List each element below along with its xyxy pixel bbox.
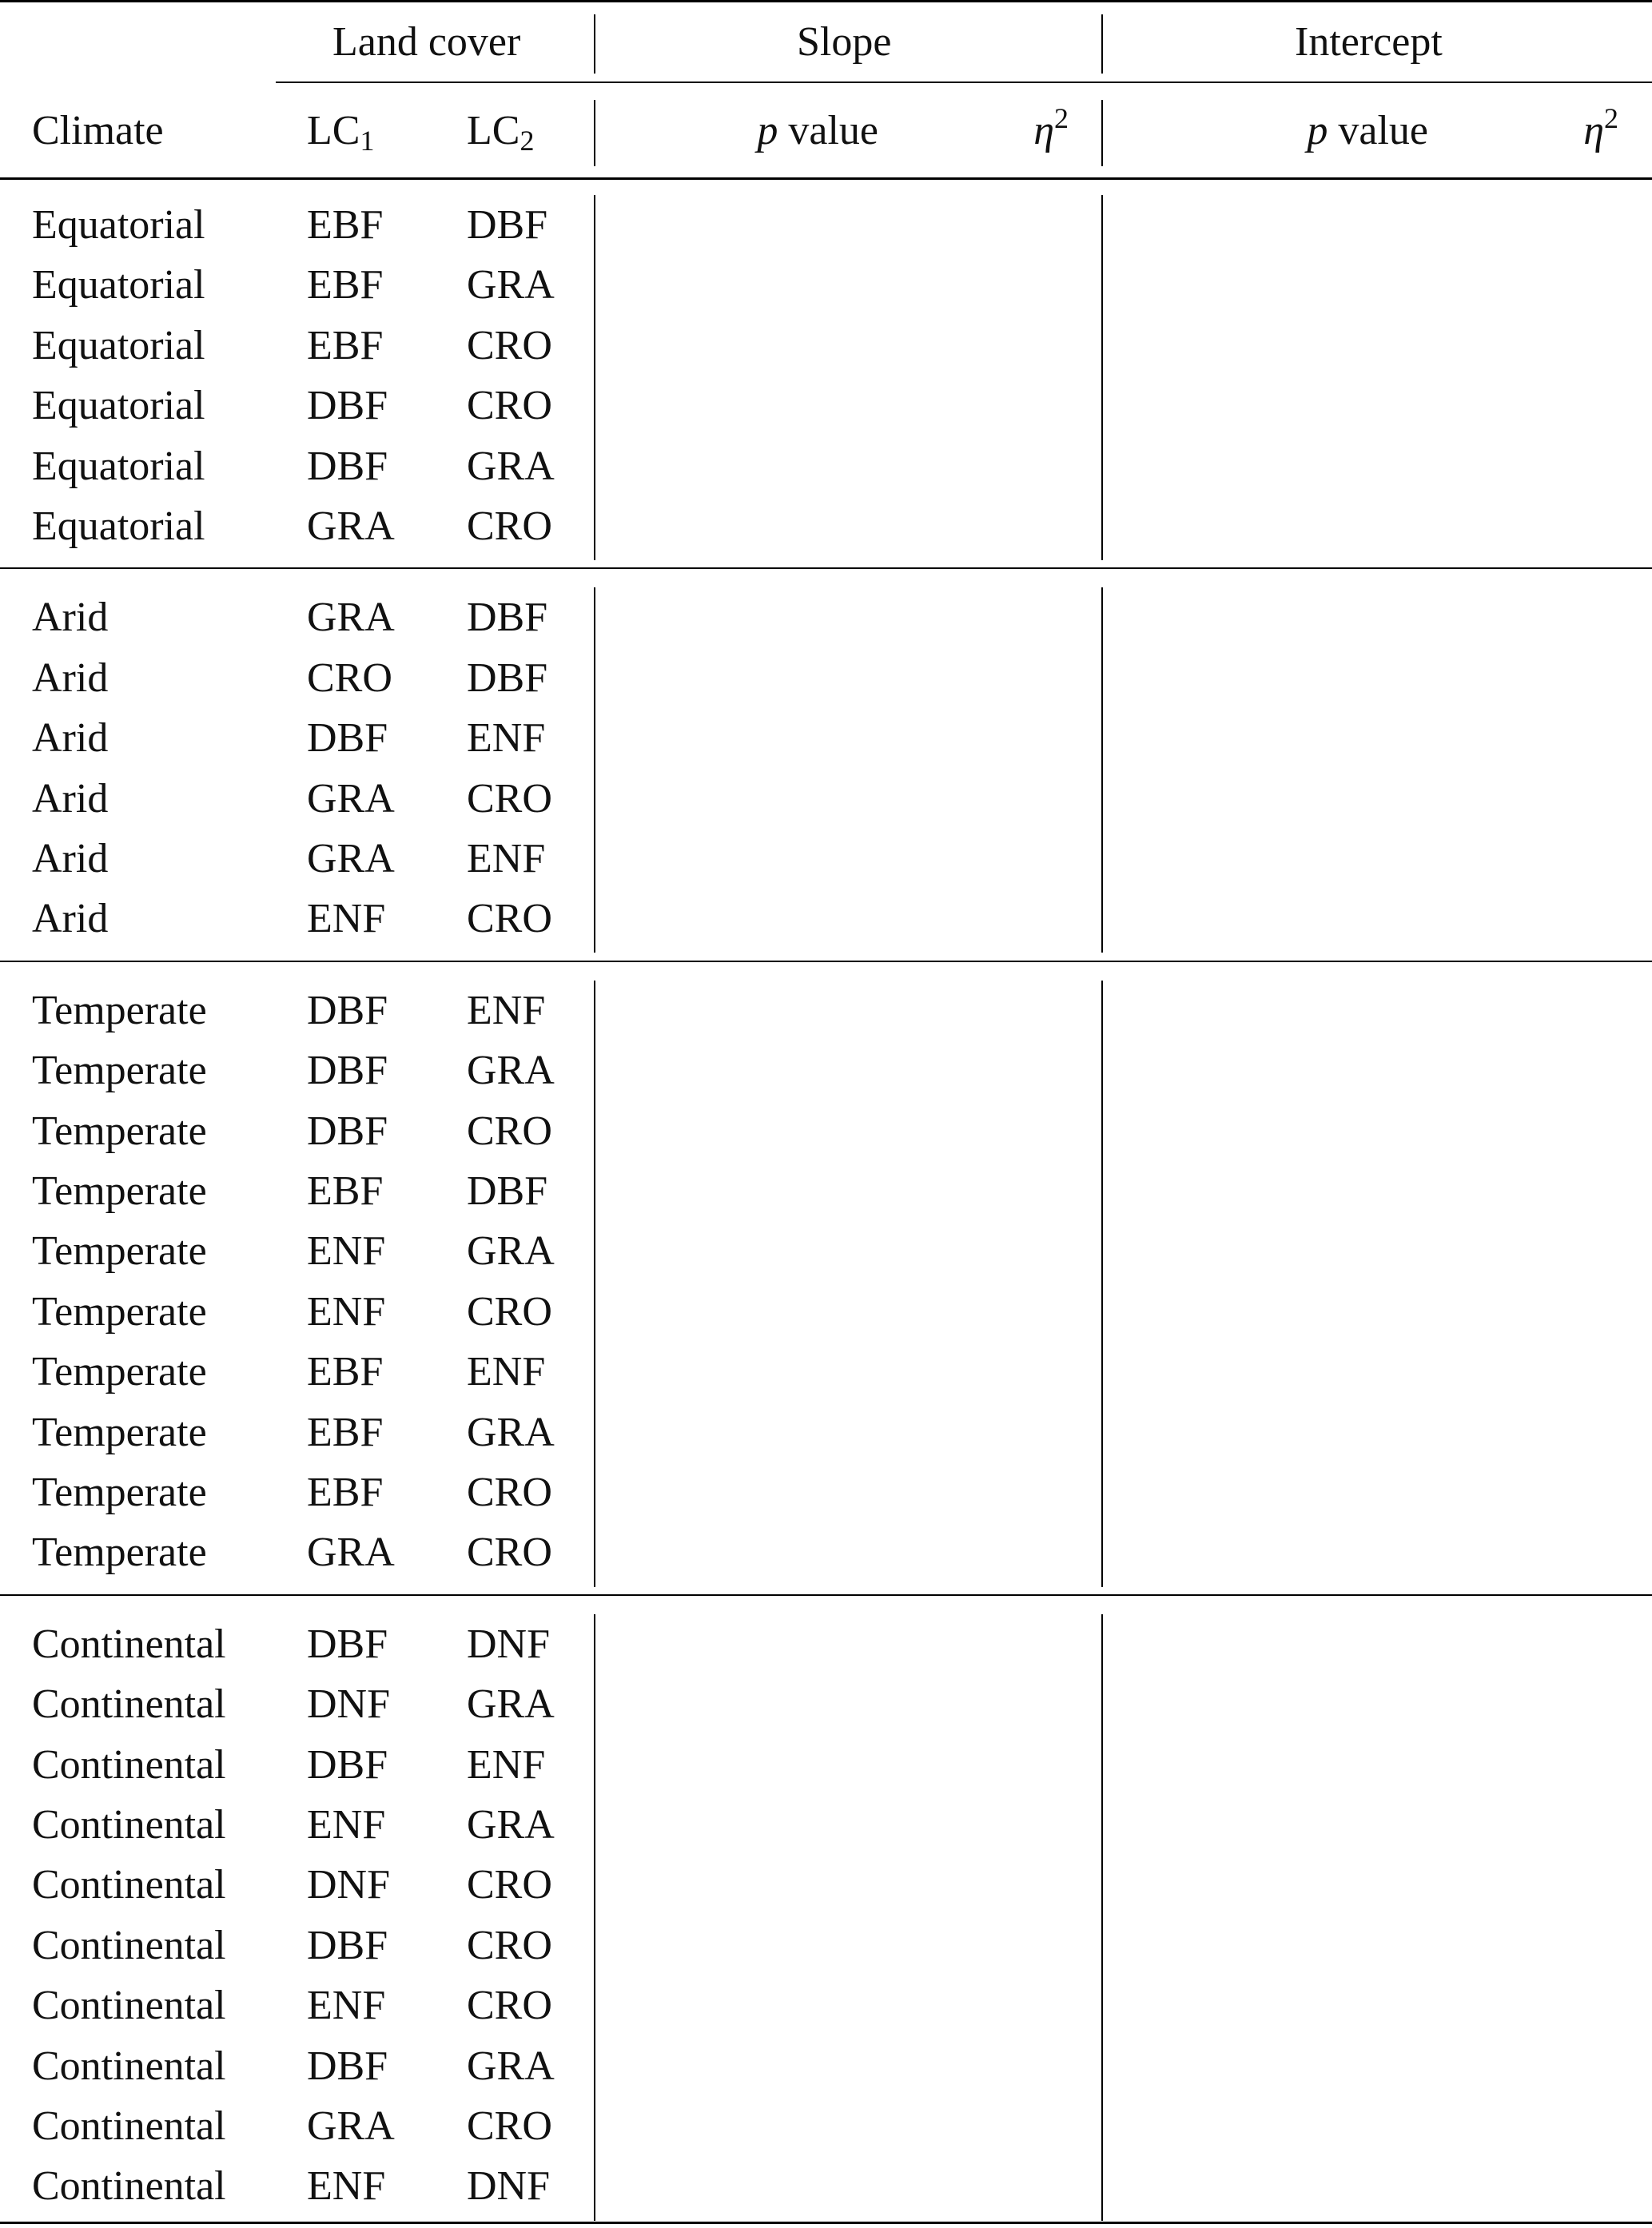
cell-climate: Equatorial <box>32 443 205 489</box>
cell-climate: Continental <box>32 1802 226 1848</box>
cell-lc1: DNF <box>307 1681 391 1728</box>
cell-climate: Continental <box>32 1681 226 1728</box>
cell-lc2: GRA <box>467 1802 555 1848</box>
cell-lc2: GRA <box>467 1228 555 1275</box>
cell-lc2: DBF <box>467 654 548 701</box>
cell-lc2: CRO <box>467 383 552 429</box>
cell-lc1: DBF <box>307 1048 388 1094</box>
cell-lc1: GRA <box>307 836 395 881</box>
cell-lc1: ENF <box>307 1983 386 2029</box>
cell-lc1: ENF <box>307 1802 386 1848</box>
cell-climate: Arid <box>32 715 109 762</box>
cell-lc2: CRO <box>467 1530 552 1576</box>
cell-lc1: EBF <box>307 202 384 248</box>
cell-lc2: CRO <box>467 1922 552 1968</box>
cell-lc2: CRO <box>467 1862 552 1908</box>
cell-climate: Temperate <box>32 1228 207 1275</box>
cell-climate: Equatorial <box>32 383 205 429</box>
column-divider <box>594 587 595 953</box>
cell-lc2: ENF <box>467 836 546 881</box>
section-rule <box>0 567 1652 569</box>
cell-lc1: EBF <box>307 1168 384 1214</box>
column-divider <box>594 14 595 74</box>
cell-climate: Arid <box>32 595 109 641</box>
col-header-climate: Climate <box>32 108 164 153</box>
group-underline-slope-intercept <box>595 82 1652 83</box>
cell-lc1: DBF <box>307 1621 388 1667</box>
cell-lc2: GRA <box>467 1681 555 1728</box>
cell-climate: Arid <box>32 654 109 701</box>
cell-lc2: CRO <box>467 1288 552 1335</box>
cell-climate: Temperate <box>32 1530 207 1576</box>
cell-lc2: CRO <box>467 896 552 942</box>
cell-lc2: ENF <box>467 1349 546 1395</box>
cell-lc1: GRA <box>307 775 395 822</box>
column-divider <box>1101 587 1103 953</box>
cell-climate: Continental <box>32 2043 226 2089</box>
header-rule <box>0 177 1652 180</box>
column-divider <box>1101 195 1103 560</box>
cell-lc1: DBF <box>307 383 388 429</box>
cell-lc2: ENF <box>467 715 546 762</box>
cell-lc2: CRO <box>467 2103 552 2149</box>
column-divider <box>594 100 595 166</box>
cell-climate: Continental <box>32 1741 226 1788</box>
cell-climate: Equatorial <box>32 322 205 368</box>
cell-lc1: DBF <box>307 2043 388 2089</box>
cell-lc1: DBF <box>307 1741 388 1788</box>
cell-lc2: ENF <box>467 1741 546 1788</box>
column-divider <box>1101 1614 1103 2221</box>
cell-lc1: DBF <box>307 443 388 489</box>
cell-climate: Arid <box>32 896 109 942</box>
cell-lc1: ENF <box>307 1288 386 1335</box>
cell-lc2: GRA <box>467 2043 555 2089</box>
column-divider <box>1101 981 1103 1587</box>
cell-lc1: ENF <box>307 1228 386 1275</box>
cell-lc2: DBF <box>467 1168 548 1214</box>
cell-lc2: GRA <box>467 1409 555 1455</box>
col-header-lc2: $LC_2$ <box>467 108 535 157</box>
cell-climate: Continental <box>32 2103 226 2149</box>
cell-lc1: EBF <box>307 1470 384 1515</box>
cell-lc2: GRA <box>467 1048 555 1094</box>
cell-lc1: DNF <box>307 1862 391 1908</box>
cell-lc2: CRO <box>467 503 552 549</box>
col-header-lc1: $LC_1$ <box>307 108 375 157</box>
group-header-intercept: Intercept <box>1295 19 1443 65</box>
cell-lc2: GRA <box>467 443 555 489</box>
column-divider <box>1101 14 1103 74</box>
cell-lc2: CRO <box>467 322 552 368</box>
cell-lc2: DNF <box>467 1621 551 1667</box>
section-rule <box>0 961 1652 962</box>
cell-climate: Continental <box>32 1862 226 1908</box>
cell-lc1: GRA <box>307 1530 395 1576</box>
cell-climate: Temperate <box>32 1048 207 1094</box>
cell-lc2: ENF <box>467 987 546 1033</box>
column-divider <box>1101 100 1103 166</box>
cell-climate: Equatorial <box>32 503 205 549</box>
cell-climate: Continental <box>32 1983 226 2029</box>
column-divider <box>594 1614 595 2221</box>
cell-lc2: CRO <box>467 1983 552 2029</box>
column-divider <box>594 981 595 1587</box>
cell-climate: Continental <box>32 1922 226 1968</box>
group-header-slope: Slope <box>797 19 892 65</box>
cell-lc2: CRO <box>467 1470 552 1515</box>
cell-lc1: ENF <box>307 896 386 942</box>
cell-lc1: GRA <box>307 503 395 549</box>
cell-climate: Temperate <box>32 1168 207 1214</box>
cell-climate: Temperate <box>32 1108 207 1154</box>
cell-lc2: CRO <box>467 775 552 822</box>
cell-lc1: ENF <box>307 2163 386 2210</box>
cell-climate: Arid <box>32 775 109 822</box>
cell-climate: Temperate <box>32 1409 207 1455</box>
bottom-rule <box>0 2222 1652 2224</box>
col-header-slope-eta: $\eta^2$ <box>1033 102 1069 153</box>
col-header-intercept-eta: $\eta^2$ <box>1583 102 1618 153</box>
cell-lc1: EBF <box>307 262 384 308</box>
cell-lc1: DBF <box>307 715 388 762</box>
cell-lc1: DBF <box>307 1108 388 1154</box>
cell-climate: Arid <box>32 836 109 881</box>
cell-lc1: DBF <box>307 987 388 1033</box>
cell-climate: Temperate <box>32 1288 207 1335</box>
cell-lc1: EBF <box>307 322 384 368</box>
col-header-slope-p: p value <box>757 108 878 153</box>
cell-climate: Continental <box>32 2163 226 2210</box>
cell-lc1: EBF <box>307 1409 384 1455</box>
cell-lc2: CRO <box>467 1108 552 1154</box>
cell-climate: Equatorial <box>32 202 205 248</box>
section-rule <box>0 1594 1652 1596</box>
cell-climate: Continental <box>32 1621 226 1667</box>
cell-climate: Temperate <box>32 1470 207 1515</box>
group-header-land-cover: Land cover <box>332 19 521 65</box>
cell-lc2: DBF <box>467 595 548 641</box>
cell-lc1: DBF <box>307 1922 388 1968</box>
cell-lc1: GRA <box>307 2103 395 2149</box>
cell-climate: Temperate <box>32 1349 207 1395</box>
cell-lc1: EBF <box>307 1349 384 1395</box>
top-rule <box>0 0 1652 2</box>
cell-lc2: DBF <box>467 202 548 248</box>
cell-lc2: GRA <box>467 262 555 308</box>
cell-climate: Equatorial <box>32 262 205 308</box>
cell-lc2: DNF <box>467 2163 551 2210</box>
col-header-intercept-p: p value <box>1307 108 1428 153</box>
group-underline-land-cover <box>276 82 595 83</box>
cell-climate: Temperate <box>32 987 207 1033</box>
cell-lc1: GRA <box>307 595 395 641</box>
column-divider <box>594 195 595 560</box>
cell-lc1: CRO <box>307 654 392 701</box>
